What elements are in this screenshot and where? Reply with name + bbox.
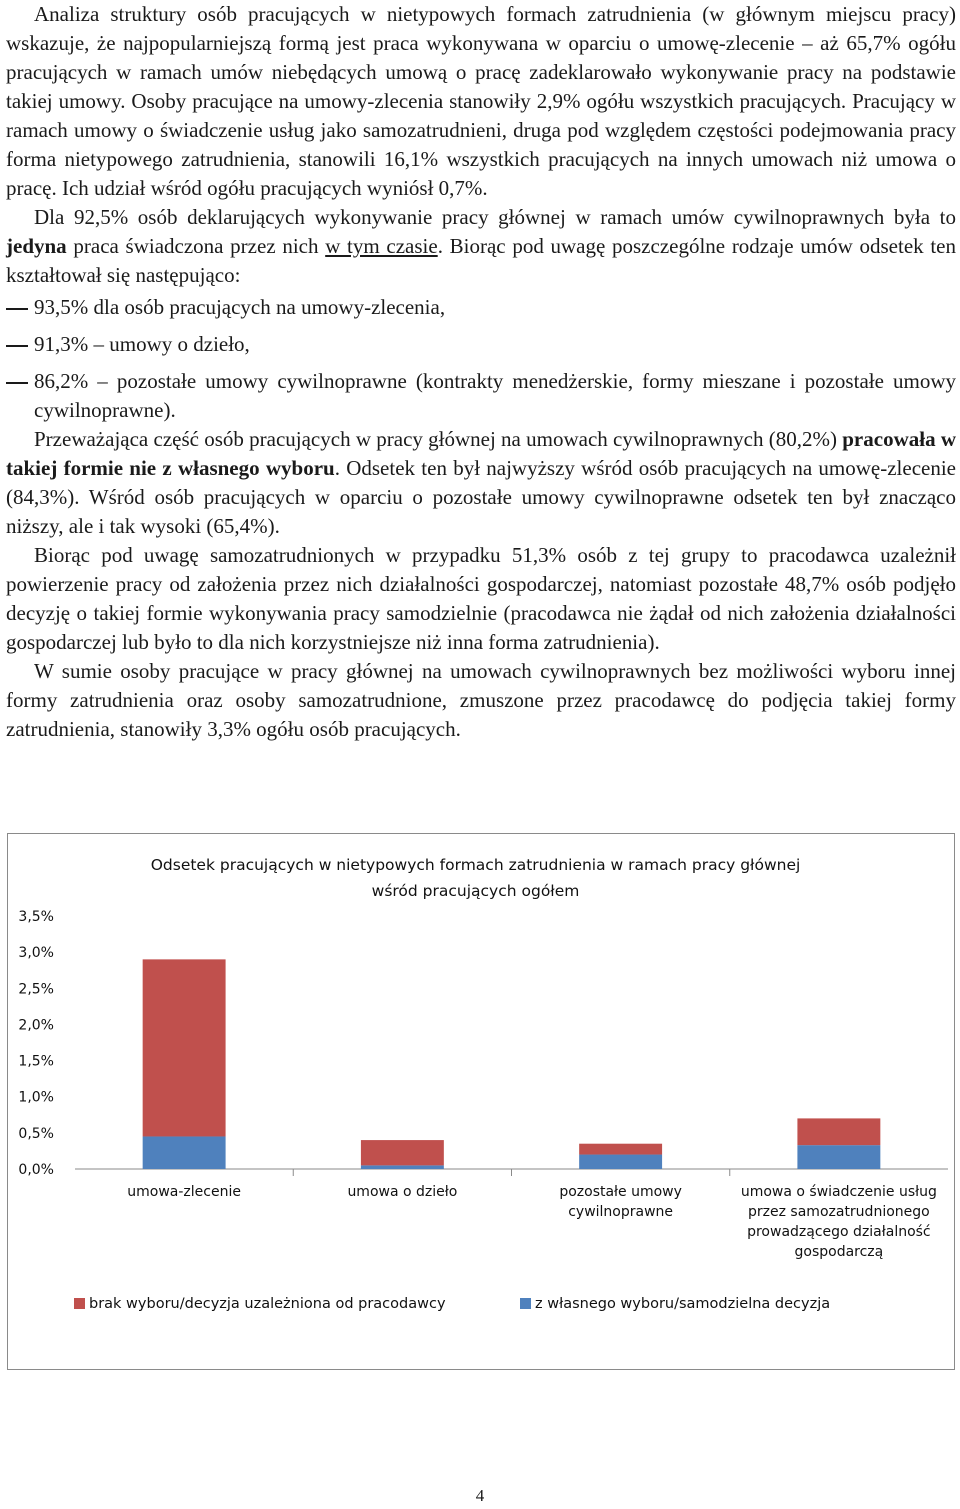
x-category-label: cywilnoprawne — [568, 1204, 674, 1220]
bar-segment-no-choice — [797, 1118, 880, 1145]
chart-title-line-1: Odsetek pracujących w nietypowych formach zatrudnienia w ramach pracy głównej — [150, 856, 801, 874]
y-tick-label: 2,5% — [18, 981, 54, 998]
x-category-label: pozostałe umowy — [559, 1184, 682, 1200]
x-category-label: umowa o dzieło — [347, 1184, 458, 1200]
list-item: 93,5% dla osób pracujących na umowy-zlecenia, — [6, 293, 956, 322]
paragraph-2-text-c: . Biorąc pod uwagę poszczególne rodzaje umów odsetek ten kształtował się następująco: — [6, 234, 956, 287]
bar-segment-no-choice — [361, 1140, 444, 1165]
bar-segment-own-choice — [579, 1155, 662, 1169]
x-category-label: gospodarczą — [794, 1244, 884, 1260]
y-tick-label: 1,0% — [18, 1089, 54, 1106]
paragraph-3-bold: pracowała w takiej formie nie z własnego wyboru — [6, 427, 956, 480]
paragraph-2-text-b: praca świadczona przez nich — [66, 234, 326, 258]
y-tick-label: 1,5% — [18, 1053, 54, 1070]
y-tick-label: 0,5% — [18, 1125, 54, 1142]
x-category-label: umowa-zlecenie — [127, 1184, 241, 1200]
bar-segment-no-choice — [579, 1144, 662, 1155]
legend-item-no-choice — [74, 1296, 446, 1312]
paragraph-3-text-a: Przeważająca część osób pracujących w pracy głównej na umowach cywilnoprawnych (80,2%) — [34, 427, 843, 451]
legend-label-own-choice: z własnego wyboru/samodzielna decyzja — [535, 1296, 831, 1312]
y-tick-label: 3,5% — [18, 909, 54, 925]
paragraph-3 — [6, 425, 956, 541]
page-number: 4 — [475, 1486, 485, 1505]
list-item: 86,2% – pozostałe umowy cywilnoprawne (kontrakty menedżerskie, formy mieszane i pozostałe umowy cywilnoprawne). — [6, 367, 956, 425]
paragraph-1-text: Analiza struktury osób pracujących w nietypowych formach zatrudnienia (w głównym miejscu pracy) wskazuje, że najpopularniejszą formą jest praca wykonywana w oparciu o umowę-zlecenie – aż 65,7% ogółu pracujących w ramach umów niebędących umową o pracę zadeklarowało wykonywanie pracy na podstawie takiej umowy. Osoby pracujące na umowy-zlecenia stanowiły 2,9% ogółu wszystkich pracujących. Pracujący w ramach umowy o świadczenie usług jako samozatrudnieni, druga pod względem częstości podejmowania pracy forma nietypowego zatrudnienia, stanowili 16,1% wszystkich pracujących na innych umowach niż umowa o pracę. Ich udział wśród ogółu pracujących wyniósł 0,7%. — [6, 2, 956, 200]
bar-segment-no-choice — [143, 959, 226, 1136]
chart-title-line-2: wśród pracujących ogółem — [371, 882, 580, 900]
paragraph-2-text-a: Dla 92,5% osób deklarujących wykonywanie pracy głównej w ramach umów cywilnoprawnych była to — [34, 205, 956, 229]
chart-frame — [7, 833, 955, 1370]
list-item: 91,3% – umowy o dzieło, — [6, 330, 956, 359]
x-category-label: prowadzącego działalność — [747, 1224, 931, 1240]
bar-segment-own-choice — [361, 1165, 444, 1169]
bar-segment-own-choice — [797, 1145, 880, 1169]
paragraph-4-text: Biorąc pod uwagę samozatrudnionych w przypadku 51,3% osób z tej grupy to pracodawca uzależnił powierzenie pracy od założenia przez nich działalności gospodarczej, natomiast pozostałe 48,7% osób podjęło decyzję o takiej formie wykonywania pracy samodzielnie (pracodawca nie żądał od nich założenia działalności gospodarczej lub było to dla nich korzystniejsze niż inna forma zatrudnienia). — [6, 543, 956, 654]
paragraph-4 — [6, 541, 956, 657]
paragraph-1 — [6, 0, 956, 203]
paragraph-5 — [6, 657, 956, 744]
x-category-label: przez samozatrudnionego — [748, 1204, 930, 1220]
paragraph-2-bold: jedyna — [6, 234, 67, 258]
body-text — [6, 0, 956, 744]
paragraph-5-text: W sumie osoby pracujące w pracy głównej na umowach cywilnoprawnych bez możliwości wyboru innej formy zatrudnienia oraz osoby samozatrudnione, zmuszone przez pracodawcę do podjęcia takiej formy zatrudnienia, stanowiły 3,3% ogółu osób pracujących. — [6, 659, 956, 741]
legend-label-no-choice: brak wyboru/decyzja uzależniona od pracodawcy — [89, 1296, 446, 1312]
paragraph-2 — [6, 203, 956, 290]
stacked-bar-chart — [8, 834, 956, 1371]
y-tick-label: 2,0% — [18, 1017, 54, 1034]
bar-segment-own-choice — [143, 1136, 226, 1169]
legend-swatch-blue — [520, 1298, 531, 1309]
y-tick-label: 0,0% — [18, 1162, 54, 1178]
paragraph-2-underline: w tym czasie — [325, 234, 438, 258]
paragraph-3-text-b: . Odsetek ten był najwyższy wśród osób pracujących na umowę-zlecenie (84,3%). Wśród osób pracujących w oparciu o pozostałe umowy cywilnoprawne odsetek ten był znacząco niższy, ale i tak wysoki (65,4%). — [6, 456, 956, 538]
x-category-label: umowa o świadczenie usług — [740, 1184, 937, 1200]
legend-swatch-red — [74, 1298, 85, 1309]
legend-item-own-choice — [520, 1296, 830, 1312]
y-tick-label: 3,0% — [18, 945, 54, 962]
